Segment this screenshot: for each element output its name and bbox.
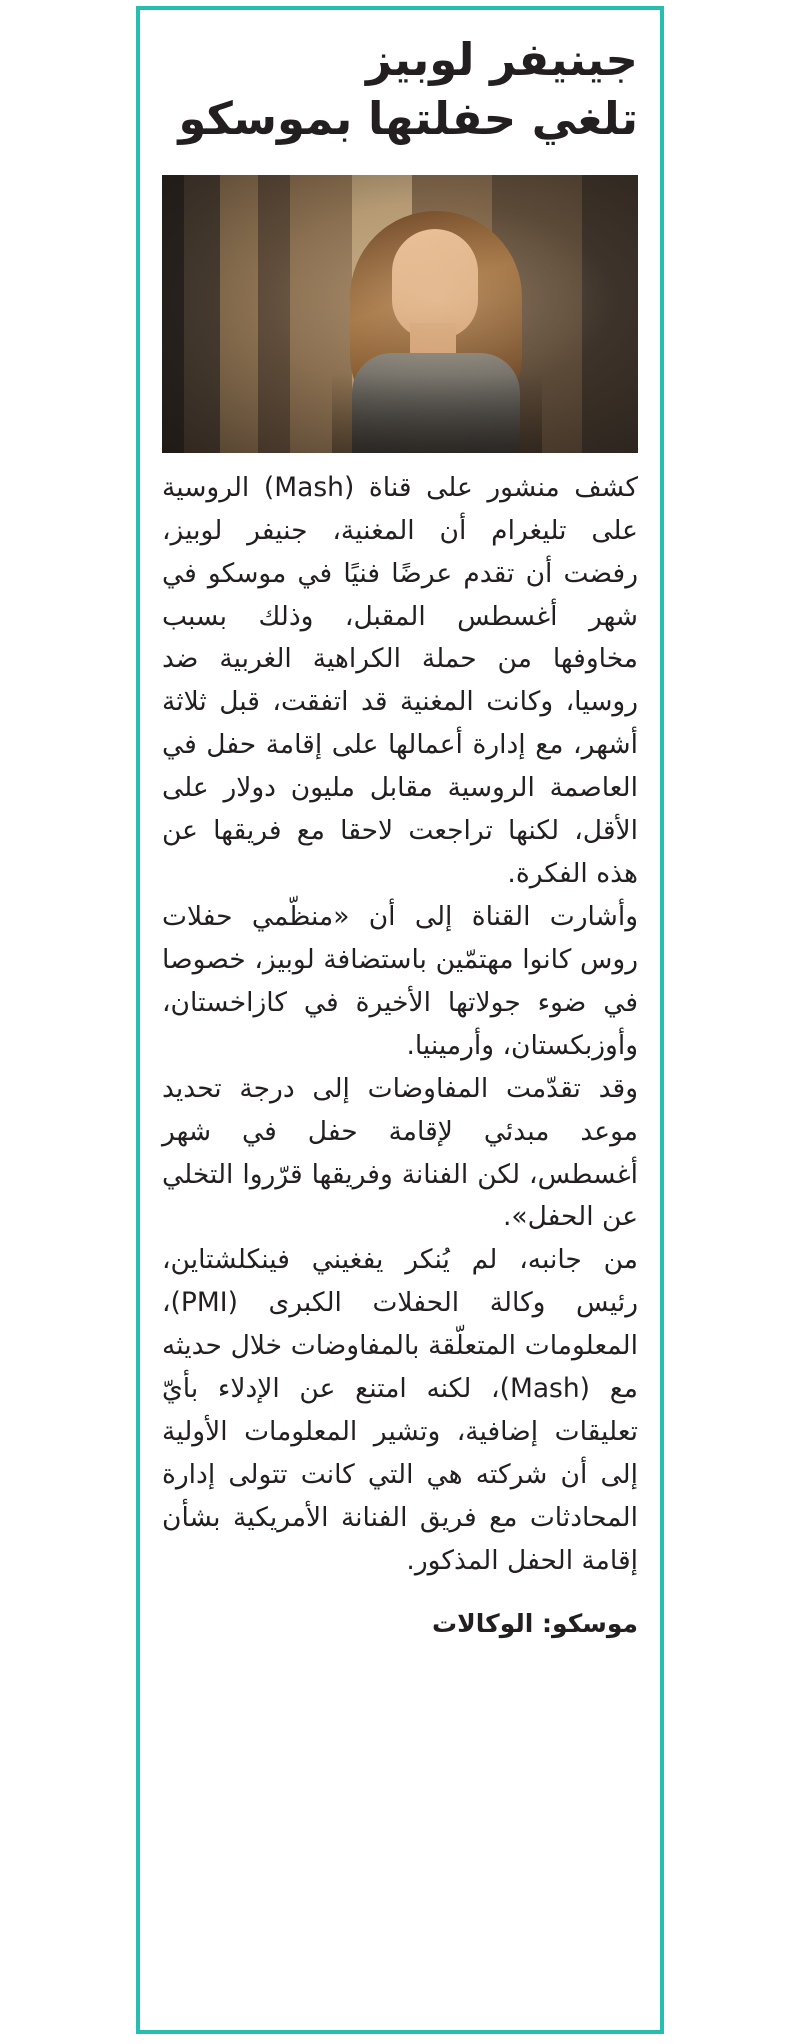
article-column [140,6,660,2034]
photo-vignette [162,175,638,453]
article-paragraph: وقد تقدّمت المفاوضات إلى درجة تحديد موعد مبدئي لإقامة حفل في شهر أغسطس، لكن الفنانة وفريقها قرّروا التخلي عن الحفل». [162,1072,638,1233]
article-paragraph: وأشارت القناة إلى أن «منظّمي حفلات روس كانوا مهتمّين باستضافة لوبيز، خصوصا في ضوء جولاتها الأخيرة في كازاخستان، وأوزبكستان، وأرمينيا. [162,901,638,1061]
article-paragraph: كشف منشور على قناة (Mash) الروسية على تليغرام أن المغنية، جنيفر لوبيز، رفضت أن تقدم عرضًا فنيًا في موسكو في شهر أغسطس المقبل، وذلك بسبب مخاوفها من حملة الكراهية الغربية ضد روسيا، وكانت المغنية قد اتفقت، قبل ثلاثة أشهر، مع إدارة أعمالها على إقامة حفل في العاصمة الروسية مقابل مليون دولار على الأقل، لكنها تراجعت لاحقا مع فريقها عن هذه الفكرة. [162,471,638,890]
headline-line-1: جينيفر لوبيز [366,33,638,86]
article-paragraph: من جانبه، لم يُنكر يفغيني فينكلشتاين، رئيس وكالة الحفلات الكبرى (PMI)، المعلومات المتعلّقة بالمفاوضات خلال حديثه مع (Mash)، لكنه امتنع عن الإدلاء بأيّ تعليقات إضافية، وتشير المعلومات الأولية إلى أن شركته هي التي كانت تتولى إدارة المحادثات مع فريق الفنانة الأمريكية بشأن إقامة الحفل المذكور. [162,1244,639,1576]
frame-rule-right [660,6,664,2034]
article-body [162,467,638,1583]
page-title [162,30,638,157]
article-credit: موسكو: الوكالات [432,1608,638,1638]
article-photo [162,175,638,453]
headline-line-2: تلغي حفلتها بموسكو [178,92,638,146]
